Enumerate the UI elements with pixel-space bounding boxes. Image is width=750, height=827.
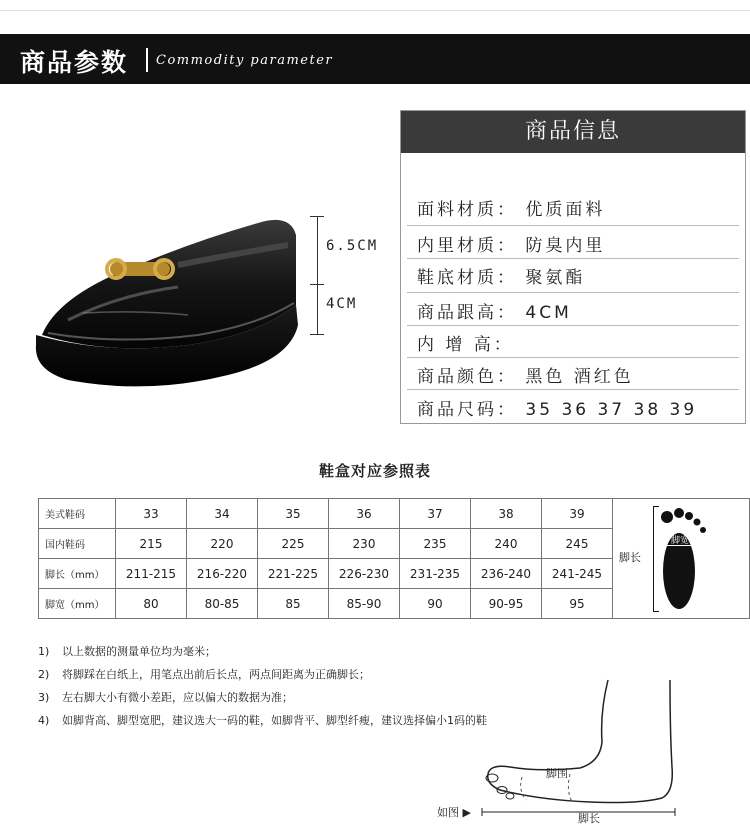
note-number: 1) — [38, 645, 50, 658]
table-cell: 235 — [400, 529, 471, 559]
table-cell: 220 — [187, 529, 258, 559]
table-cell: 95 — [542, 589, 613, 619]
table-cell: 221-225 — [258, 559, 329, 589]
info-divider — [407, 225, 739, 226]
table-cell: 80-85 — [187, 589, 258, 619]
note-text: 以上数据的测量单位均为毫米； — [62, 645, 216, 658]
note-text: 如脚背高、脚型宽肥，建议选大一码的鞋，如脚背平、脚型纤瘦，建议选择偏小1码的鞋 — [62, 714, 487, 727]
info-divider — [407, 325, 739, 326]
note-item — [38, 640, 487, 663]
info-row-color: 商品颜色： 黑色 酒红色 — [417, 367, 634, 387]
note-number: 3) — [38, 691, 50, 704]
table-cell: 37 — [400, 499, 471, 529]
table-cell: 245 — [542, 529, 613, 559]
note-item — [38, 709, 487, 732]
banner-divider — [146, 48, 148, 72]
note-text: 左右脚大小有微小差距，应以偏大的数据为准； — [62, 691, 293, 704]
section-banner — [0, 34, 750, 84]
info-divider — [407, 292, 739, 293]
table-cell: 216-220 — [187, 559, 258, 589]
info-row-lining: 内里材质： 防臭内里 — [417, 236, 606, 256]
height-tick-bottom — [310, 334, 324, 335]
height-indicator-line — [317, 216, 318, 334]
foot-length-diagram-label: 脚长 — [578, 812, 600, 825]
table-cell: 226-230 — [329, 559, 400, 589]
height-tick-top — [310, 216, 324, 217]
measurement-notes — [38, 640, 487, 732]
row-label: 国内鞋码 — [39, 529, 116, 559]
info-heading: 商品信息 — [401, 111, 745, 153]
table-cell: 39 — [542, 499, 613, 529]
table-cell: 85-90 — [329, 589, 400, 619]
as-shown-label: 如图 ▶ — [437, 806, 471, 819]
row-label: 脚长（mm） — [39, 559, 116, 589]
height-tick-mid — [310, 284, 324, 285]
foot-length-label: 脚长 — [619, 551, 641, 564]
product-info-panel — [400, 110, 746, 424]
table-cell: 90-95 — [471, 589, 542, 619]
banner-subtitle: Commodity parameter — [156, 53, 334, 68]
table-cell: 240 — [471, 529, 542, 559]
info-row-sole: 鞋底材质： 聚氨酯 — [417, 268, 586, 288]
banner-title: 商品参数 — [20, 48, 129, 77]
table-cell: 34 — [187, 499, 258, 529]
table-cell: 80 — [116, 589, 187, 619]
info-row-fabric: 面料材质： 优质面料 — [417, 200, 606, 220]
heel-height-label: 4CM — [326, 296, 358, 312]
table-cell: 35 — [258, 499, 329, 529]
note-item — [38, 686, 487, 709]
top-divider — [0, 10, 750, 11]
note-item — [38, 663, 487, 686]
size-table — [38, 498, 750, 619]
foot-girth-label: 脚围 — [546, 767, 568, 780]
table-cell: 38 — [471, 499, 542, 529]
info-row-insole: 内 增 高： — [417, 335, 514, 355]
table-cell: 231-235 — [400, 559, 471, 589]
table-cell: 215 — [116, 529, 187, 559]
table-cell: 33 — [116, 499, 187, 529]
info-divider — [407, 389, 739, 390]
footprint-icon — [649, 503, 709, 615]
upper-height-label: 6.5CM — [326, 238, 379, 254]
table-cell: 85 — [258, 589, 329, 619]
table-cell: 230 — [329, 529, 400, 559]
foot-width-label: 脚宽 — [670, 536, 690, 546]
row-label: 美式鞋码 — [39, 499, 116, 529]
table-row — [39, 499, 750, 529]
info-row-size: 商品尺码： 35 36 37 38 39 — [417, 400, 698, 420]
table-cell: 36 — [329, 499, 400, 529]
table-cell: 225 — [258, 529, 329, 559]
size-table-title: 鞋盒对应参照表 — [318, 462, 431, 480]
foot-outline-diagram — [430, 672, 730, 822]
note-number: 4) — [38, 714, 50, 727]
note-text: 将脚踩在白纸上，用笔点出前后长点，两点间距离为正确脚长； — [62, 668, 370, 681]
table-cell: 211-215 — [116, 559, 187, 589]
info-row-heel: 商品跟高： 4CM — [417, 303, 572, 323]
foot-diagram-cell — [613, 499, 750, 619]
row-label: 脚宽（mm） — [39, 589, 116, 619]
table-cell: 90 — [400, 589, 471, 619]
info-divider — [407, 357, 739, 358]
info-divider — [407, 258, 739, 259]
note-number: 2) — [38, 668, 50, 681]
table-cell: 236-240 — [471, 559, 542, 589]
shoe-image — [28, 195, 300, 395]
table-cell: 241-245 — [542, 559, 613, 589]
